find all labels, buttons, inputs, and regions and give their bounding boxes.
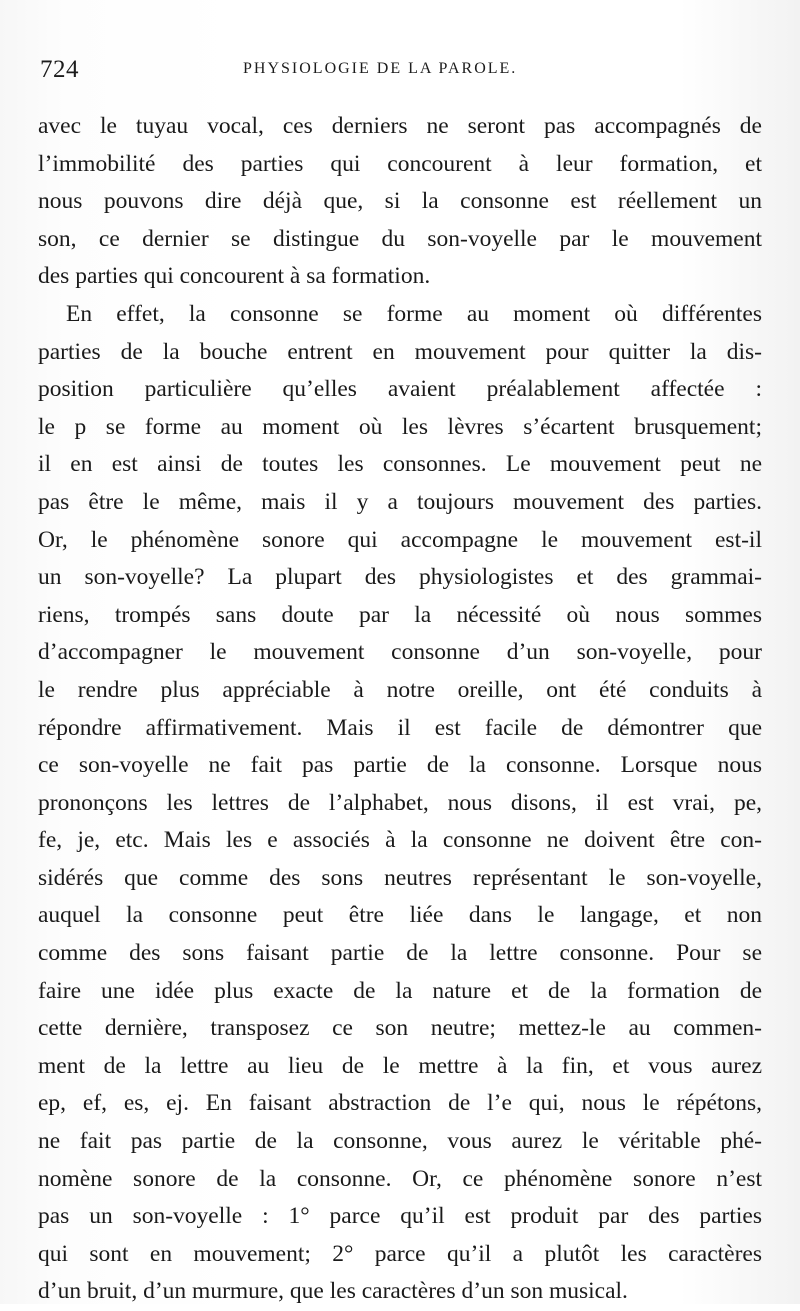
text-line: Or, le phénomène sonore qui accompagne le mouvement est-il bbox=[38, 526, 762, 553]
text-line: riens, trompés sans doute par la nécessité où nous sommes bbox=[38, 601, 762, 628]
text-line: d’accompagner le mouvement consonne d’un son-voyelle, pour bbox=[38, 639, 762, 666]
text-line: nous pouvons dire déjà que, si la consonne est réellement un bbox=[38, 188, 762, 215]
text-line: nomène sonore de la consonne. Or, ce phénomène sonore n’est bbox=[38, 1165, 762, 1192]
body-text bbox=[38, 108, 762, 1311]
running-head: PHYSIOLOGIE DE LA PAROLE. bbox=[243, 60, 518, 77]
text-line: le rendre plus appréciable à notre oreille, ont été conduits à bbox=[38, 676, 762, 703]
text-line: l’immobilité des parties qui concourent à leur formation, et bbox=[38, 150, 762, 177]
text-line: un son-voyelle? La plupart des physiologistes et des grammai- bbox=[38, 564, 762, 591]
text-line: auquel la consonne peut être liée dans le langage, et non bbox=[38, 902, 762, 929]
text-line: ce son-voyelle ne fait pas partie de la consonne. Lorsque nous bbox=[38, 752, 762, 779]
text-line: prononçons les lettres de l’alphabet, nous disons, il est vrai, pe, bbox=[38, 789, 762, 816]
text-line: parties de la bouche entrent en mouvement pour quitter la dis- bbox=[38, 338, 762, 365]
text-line: ne fait pas partie de la consonne, vous aurez le véritable phé- bbox=[38, 1128, 762, 1155]
text-line: son, ce dernier se distingue du son-voyelle par le mouvement bbox=[38, 225, 762, 252]
text-line: le p se forme au moment où les lèvres s’écartent brusquement; bbox=[38, 413, 762, 440]
text-line: pas un son-voyelle : 1° parce qu’il est produit par des parties bbox=[38, 1203, 762, 1230]
text-line: ment de la lettre au lieu de le mettre à la fin, et vous aurez bbox=[38, 1052, 762, 1079]
text-line: avec le tuyau vocal, ces derniers ne seront pas accompagnés de bbox=[38, 113, 762, 139]
text-line: En effet, la consonne se forme au moment où différentes bbox=[66, 300, 762, 327]
text-line: comme des sons faisant partie de la lettre consonne. Pour se bbox=[38, 940, 762, 967]
text-line: des parties qui concourent à sa formation. bbox=[38, 263, 431, 290]
text-line: ep, ef, es, ej. En faisant abstraction de l’e qui, nous le répétons, bbox=[38, 1090, 762, 1117]
text-line: pas être le même, mais il y a toujours mouvement des parties. bbox=[38, 488, 762, 515]
text-line: faire une idée plus exacte de la nature et de la formation de bbox=[38, 977, 762, 1004]
text-line: d’un bruit, d’un murmure, que les caractères d’un son musical. bbox=[38, 1278, 628, 1305]
page-header bbox=[40, 52, 760, 92]
text-line: cette dernière, transposez ce son neutre; mettez-le au commen- bbox=[38, 1015, 762, 1042]
page-number: 724 bbox=[40, 56, 79, 83]
text-line: position particulière qu’elles avaient préalablement affectée : bbox=[38, 376, 762, 403]
text-line: sidérés que comme des sons neutres représentant le son-voyelle, bbox=[38, 864, 762, 891]
text-line: qui sont en mouvement; 2° parce qu’il a plutôt les caractères bbox=[38, 1240, 762, 1267]
text-line: fe, je, etc. Mais les e associés à la consonne ne doivent être con- bbox=[38, 827, 762, 854]
text-line: il en est ainsi de toutes les consonnes. Le mouvement peut ne bbox=[38, 451, 762, 478]
text-line: répondre affirmativement. Mais il est facile de démontrer que bbox=[38, 714, 762, 741]
